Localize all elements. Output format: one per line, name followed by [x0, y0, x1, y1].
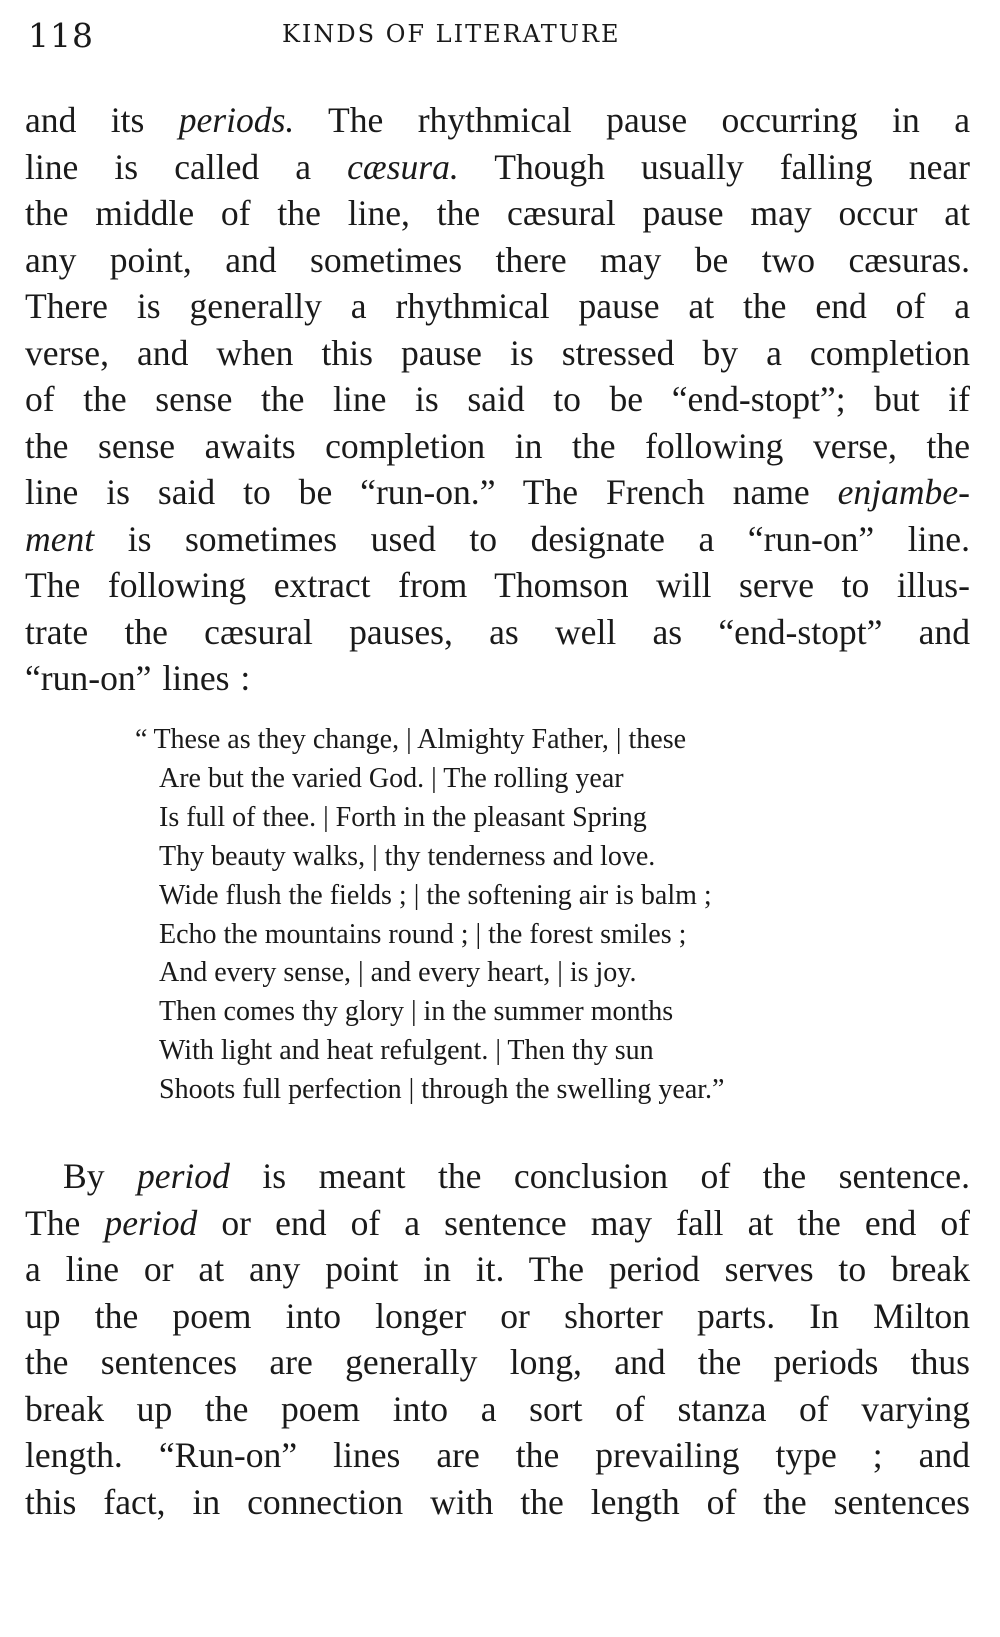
- text-line: By period is meant the conclusion of the sentence.: [63, 1156, 970, 1196]
- text-line: The following extract from Thomson will serve to illus-: [25, 565, 970, 605]
- paragraph-meter-caesura: [25, 97, 970, 702]
- poem-quotation: [135, 721, 895, 1110]
- text-line: the middle of the line, the cæsural pause may occur at: [25, 193, 970, 233]
- open-quote: “: [135, 724, 148, 755]
- page-number: 118: [28, 16, 94, 55]
- text-line: trate the cæsural pauses, as well as “end-stopt” and: [25, 611, 970, 652]
- text-line: length. “Run-on” lines are the prevailing type ; and: [25, 1435, 970, 1475]
- text-line: and its periods. The rhythmical pause occurring in a: [25, 100, 970, 140]
- page-header: [24, 16, 974, 60]
- text-line: a line or at any point in it. The period serves to break: [25, 1249, 970, 1289]
- text-line: line is called a cæsura. Though usually falling near: [25, 146, 970, 187]
- poem-line: Is full of thee. | Forth in the pleasant Spring: [159, 801, 647, 833]
- poem-line: Then comes thy glory | in the summer months: [159, 996, 674, 1028]
- poem-line: Echo the mountains round ; | the forest smiles ;: [159, 918, 687, 950]
- poem-line: Shoots full perfection | through the swelling year.”: [159, 1074, 725, 1106]
- text-line: line is said to be “run-on.” The French name enjambe-: [25, 472, 970, 512]
- text-line: the sense awaits completion in the following verse, the: [25, 425, 970, 466]
- poem-line: And every sense, | and every heart, | is joy.: [159, 957, 637, 989]
- italic-term: period: [104, 1202, 198, 1243]
- text-line: up the poem into longer or shorter parts. In Milton: [25, 1295, 970, 1336]
- text-line: break up the poem into a sort of stanza of varying: [25, 1388, 970, 1429]
- italic-term: enjambe-: [837, 472, 970, 512]
- poem-line: Wide flush the fields ; | the softening air is balm ;: [159, 879, 712, 911]
- text-line: There is generally a rhythmical pause at the end of a: [25, 286, 970, 326]
- italic-term: cæsura.: [347, 146, 459, 187]
- text-line: any point, and sometimes there may be two cæsuras.: [25, 239, 970, 280]
- paragraph-period: [25, 1153, 970, 1525]
- text-line: verse, and when this pause is stressed by a completion: [25, 332, 970, 373]
- italic-term: periods.: [178, 100, 295, 140]
- italic-term: period: [137, 1156, 230, 1196]
- poem-line: With light and heat refulgent. | Then thy sun: [159, 1035, 654, 1067]
- poem-line: Thy beauty walks, | thy tenderness and love.: [159, 840, 656, 872]
- text-line: this fact, in connection with the length of the sentences: [25, 1481, 970, 1522]
- poem-line: “ These as they change, | Almighty Father, | these: [135, 724, 687, 755]
- text-line: the sentences are generally long, and the periods thus: [25, 1342, 970, 1382]
- poem-line: Are but the varied God. | The rolling year: [159, 762, 624, 794]
- text-line: “run-on” lines :: [25, 658, 251, 698]
- text-line: The period or end of a sentence may fall at the end of: [25, 1202, 970, 1243]
- running-head: KINDS OF LITERATURE: [282, 20, 621, 48]
- text-line: of the sense the line is said to be “end-stopt”; but if: [25, 379, 970, 419]
- italic-term: ment: [25, 518, 95, 559]
- text-line: ment is sometimes used to designate a “run-on” line.: [25, 518, 970, 559]
